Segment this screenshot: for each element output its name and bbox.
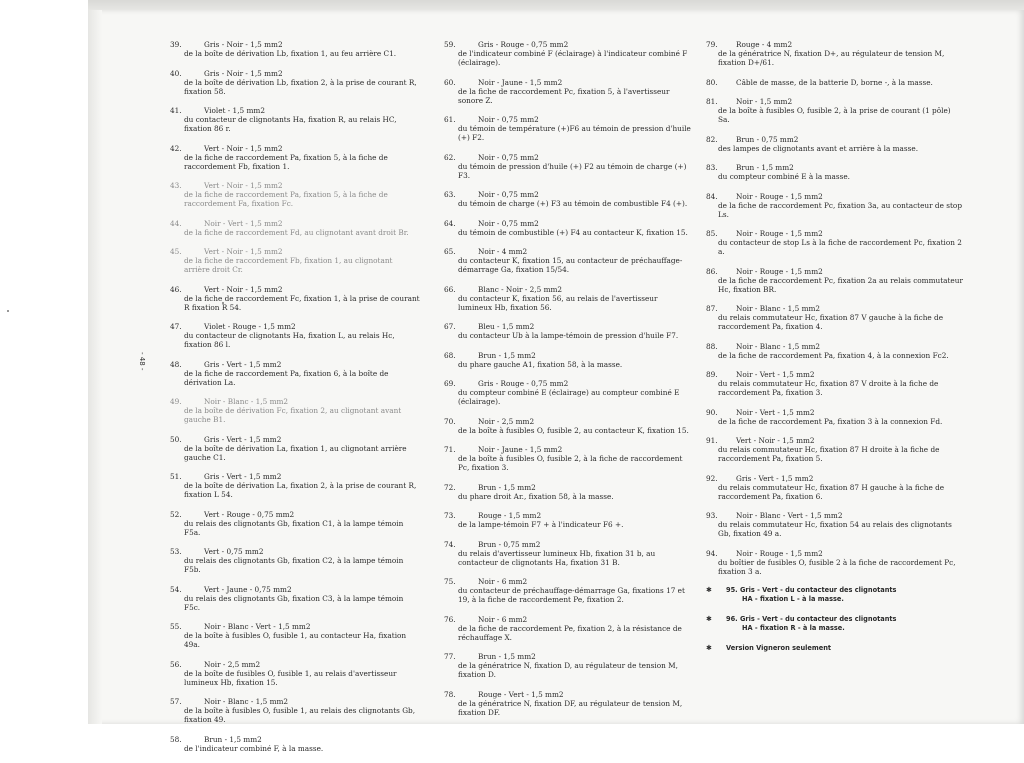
wiring-entry: [170, 219, 420, 237]
wire-spec: Noir - Blanc - 1,5 mm2: [736, 304, 821, 313]
wiring-entry: [444, 577, 692, 604]
wiring-entry: [170, 697, 420, 724]
wiring-entry: [170, 660, 420, 687]
entry-description: de la boîte à fusibles O, fusible 2, à la prise de courant (1 pôle) Sa.: [718, 106, 951, 124]
page-fold-shadow: [88, 10, 102, 724]
entry-number: 92.: [706, 473, 718, 483]
wiring-entry: [170, 435, 420, 462]
wire-spec: Rouge - 4 mm2: [736, 40, 793, 49]
wiring-entry: [706, 474, 964, 501]
footnote-text: Version Vigneron seulement: [726, 644, 832, 652]
entry-description: de la boîte à fusibles O, fusible 1, au contacteur Ha, fixation 49a.: [184, 631, 407, 649]
wiring-entry: [706, 229, 964, 256]
entry-number: 76.: [444, 614, 456, 624]
entry-description: de la fiche de raccordement Pa, fixation 3 à la connexion Fd.: [718, 416, 943, 426]
entry-number: 65.: [444, 247, 456, 256]
entry-description: du relais commutateur Hc, fixation 87 H droite à la fiche de raccordement Pa, fixation 5.: [718, 445, 940, 463]
wiring-entry: [706, 436, 964, 463]
entry-description: du contacteur de clignotants Ha, fixation L, au relais Hc, fixation 86 l.: [184, 331, 395, 349]
entry-description: de la fiche de raccordement Fd, au clignotant avant droit Br.: [184, 227, 409, 237]
wire-spec: Noir - 2,5 mm2: [478, 416, 535, 426]
footnotes: [706, 586, 964, 653]
asterisk-icon: ✱: [706, 615, 712, 623]
entry-description: du contacteur de clignotants Ha, fixation R, au relais HC, fixation 86 r.: [184, 115, 397, 133]
entry-number: 55.: [170, 622, 182, 631]
wire-spec: Brun - 1,5 mm2: [478, 350, 536, 360]
wire-spec: Noir - 0,75 mm2: [478, 152, 539, 162]
wiring-entry: [170, 472, 420, 499]
page-number: - 48 -: [138, 352, 146, 371]
entry-description: du témoin de température (+)F6 au témoin de pression d'huile (+) F2.: [458, 124, 691, 142]
entry-number: 72.: [444, 482, 456, 492]
wire-spec: Noir - Rouge - 1,5 mm2: [736, 266, 823, 276]
entry-description: du phare gauche A1, fixation 58, à la masse.: [458, 359, 623, 369]
entry-number: 43.: [170, 181, 182, 190]
wiring-entry: [706, 40, 964, 67]
wiring-entry: [170, 622, 420, 649]
entry-description: du boîtier de fusibles O, fusible 2 à la fiche de raccordement Pc, fixation 3 a.: [718, 557, 956, 576]
entry-description: du relais commutateur Hc, fixation 87 H gauche à la fiche de raccordement Pa, fixation 6.: [718, 482, 945, 501]
wiring-entry: [444, 351, 692, 369]
wiring-entry: [444, 417, 692, 435]
entry-number: 46.: [170, 284, 182, 294]
entry-number: 79.: [706, 40, 718, 49]
wire-spec: Gris - Vert - 1,5 mm2: [736, 473, 814, 483]
entry-description: du relais commutateur Hc, fixation 87 V droite à la fiche de raccordement Pa, fixation 3.: [718, 379, 939, 397]
entry-number: 84.: [706, 191, 718, 201]
entry-description: de la fiche de raccordement Pa, fixation 5, à la fiche de raccordement Fb, fixation 1.: [184, 152, 388, 171]
footnote: [706, 644, 964, 653]
entry-description: de l'indicateur combiné F (éclairage) à l'indicateur combiné F (éclairage).: [458, 49, 688, 67]
entry-number: 73.: [444, 511, 456, 520]
entry-number: 53.: [170, 547, 182, 556]
entry-number: 69.: [444, 379, 456, 388]
wiring-entry: [170, 285, 420, 312]
wiring-entry: [170, 547, 420, 574]
wiring-entry: [170, 181, 420, 208]
wire-spec: Noir - 4 mm2: [478, 247, 528, 256]
entry-number: 90.: [706, 407, 718, 417]
wiring-entry: [170, 247, 420, 274]
wire-spec: Rouge - Vert - 1,5 mm2: [478, 689, 564, 699]
wire-spec: Brun - 1,5 mm2: [736, 163, 794, 172]
wire-spec: Noir - Vert - 1,5 mm2: [736, 370, 815, 379]
asterisk-icon: ✱: [706, 586, 712, 594]
entry-description: de la génératrice N, fixation D+, au régulateur de tension M, fixation D+/61.: [718, 49, 945, 67]
entry-number: 66.: [444, 284, 456, 294]
wire-spec: Vert - Noir - 1,5 mm2: [204, 284, 283, 294]
wire-spec: Noir - Blanc - 1,5 mm2: [736, 341, 821, 351]
wiring-entry: [444, 322, 692, 340]
entry-number: 64.: [444, 218, 456, 228]
entry-number: 81.: [706, 97, 718, 106]
entry-description: de la boîte de dérivation La, fixation 1, au clignotant arrière gauche C1.: [184, 443, 407, 462]
entry-description: du témoin de charge (+) F3 au témoin de combustible F4 (+).: [458, 199, 688, 208]
footnote-text: 96. Gris - Vert - du contacteur des clignotants: [726, 615, 897, 623]
wire-spec: Gris - Vert - 1,5 mm2: [204, 472, 282, 481]
entry-number: 57.: [170, 697, 182, 706]
column-middle: [444, 40, 692, 727]
wiring-entry: [170, 322, 420, 349]
entry-number: 83.: [706, 163, 718, 172]
wire-spec: Violet - Rouge - 1,5 mm2: [204, 322, 296, 331]
entry-description: du compteur combiné E (éclairage) au compteur combiné E (éclairage).: [458, 388, 680, 406]
entry-description: de la lampe-témoin F7 + à l'indicateur F6 +.: [458, 520, 624, 529]
entry-description: du relais des clignotants Gb, fixation C3, à la lampe témoin F5c.: [184, 593, 404, 612]
entry-number: 42.: [170, 143, 182, 153]
wire-spec: Noir - Jaune - 1,5 mm2: [478, 77, 563, 87]
wiring-entry: [170, 40, 420, 58]
entry-description: de la fiche de raccordement Fc, fixation 1, à la prise de courant R fixation R 54.: [184, 293, 420, 312]
wire-spec: Gris - Noir - 1,5 mm2: [204, 40, 283, 49]
entry-number: 70.: [444, 416, 456, 426]
entry-number: 67.: [444, 322, 456, 331]
entry-description: du relais des clignotants Gb, fixation C2, à la lampe témoin F5b.: [184, 556, 404, 574]
wiring-entry: [706, 192, 964, 219]
entry-description: de la boîte à fusibles O, fusible 2, à la fiche de raccordement Pc, fixation 3.: [458, 454, 683, 472]
wire-spec: Noir - Blanc - 1,5 mm2: [204, 697, 289, 706]
wiring-entry: [444, 652, 692, 679]
footnote: [706, 586, 964, 603]
entry-description: du relais commutateur Hc, fixation 87 V gauche à la fiche de raccordement Pa, fixation 4.: [718, 313, 944, 331]
wiring-entry: [444, 540, 692, 567]
entry-description: du relais des clignotants Gb, fixation C1, à la lampe témoin F5a.: [184, 518, 404, 537]
wiring-entry: [444, 115, 692, 142]
entry-description: du contacteur K, fixation 56, au relais de l'avertisseur lumineux Hb, fixation 56.: [458, 293, 658, 312]
wire-spec: Noir - Blanc - Vert - 1,5 mm2: [204, 622, 311, 631]
wire-spec: Noir - Vert - 1,5 mm2: [204, 218, 283, 228]
wire-spec: Vert - Noir - 1,5 mm2: [204, 247, 283, 256]
wire-spec: Brun - 1,5 mm2: [478, 482, 536, 492]
wiring-entry: [706, 304, 964, 331]
entry-description: de la boîte de dérivation La, fixation 2, à la prise de courant R, fixation L 54.: [184, 481, 417, 499]
entry-description: du compteur combiné E à la masse.: [718, 172, 850, 181]
wiring-entry: [706, 370, 964, 397]
wire-spec: Noir - Rouge - 1,5 mm2: [736, 548, 823, 558]
entry-description: de la génératrice N, fixation DF, au régulateur de tension M, fixation DF.: [458, 698, 683, 717]
wire-spec: Brun - 1,5 mm2: [204, 734, 262, 744]
wire-spec: Noir - Jaune - 1,5 mm2: [478, 445, 563, 454]
wiring-entry: [444, 615, 692, 642]
footnote: [706, 615, 964, 632]
entry-description: du témoin de combustible (+) F4 au contacteur K, fixation 15.: [458, 227, 688, 237]
entry-description: du phare droit Ar., fixation 58, à la masse.: [458, 491, 614, 501]
entry-number: 39.: [170, 40, 182, 49]
entry-description: de la fiche de raccordement Pc, fixation 5, à l'avertisseur sonore Z.: [458, 86, 670, 105]
wiring-entry: [170, 144, 420, 171]
entry-number: 60.: [444, 77, 456, 87]
entry-description: du contacteur de préchauffage-démarrage Ga, fixations 17 et 19, à la fiche de raccordement Pe, fixation 2.: [458, 586, 685, 604]
wire-spec: Noir - Blanc - Vert - 1,5 mm2: [736, 511, 843, 520]
wiring-entry: [444, 690, 692, 717]
wiring-entry: [444, 219, 692, 237]
wire-spec: Vert - 0,75 mm2: [204, 547, 264, 556]
wire-spec: Rouge - 1,5 mm2: [478, 511, 542, 520]
wire-spec: Noir - 2,5 mm2: [204, 659, 261, 669]
entry-number: 54.: [170, 584, 182, 594]
entry-description: Câble de masse, de la batterie D, borne -, à la masse.: [736, 77, 933, 87]
entry-number: 77.: [444, 652, 456, 661]
entry-number: 94.: [706, 548, 718, 558]
entry-number: 74.: [444, 539, 456, 549]
wiring-entry: [444, 285, 692, 312]
entry-number: 41.: [170, 106, 182, 115]
wiring-entry: [444, 78, 692, 105]
entry-description: de la fiche de raccordement Pa, fixation 6, à la boîte de dérivation La.: [184, 368, 389, 387]
entry-number: 48.: [170, 359, 182, 369]
entry-number: 50.: [170, 434, 182, 444]
entry-description: de la fiche de raccordement Pc, fixation 2a au relais commutateur Hc, fixation BR.: [718, 275, 963, 294]
wire-spec: Vert - Rouge - 0,75 mm2: [204, 509, 295, 519]
wire-spec: Vert - Noir - 1,5 mm2: [736, 436, 815, 445]
wiring-entry: [170, 735, 420, 753]
entry-number: 85.: [706, 229, 718, 238]
entry-number: 56.: [170, 659, 182, 669]
wiring-entry: [444, 190, 692, 208]
wiring-entry: [706, 267, 964, 294]
entry-description: des lampes de clignotants avant et arrière à la masse.: [718, 143, 919, 153]
wire-spec: Noir - Rouge - 1,5 mm2: [736, 229, 823, 238]
entry-number: 87.: [706, 304, 718, 313]
wire-spec: Noir - 0,75 mm2: [478, 115, 539, 124]
asterisk-icon: ✱: [706, 644, 712, 652]
entry-number: 93.: [706, 511, 718, 520]
wiring-entry: [706, 135, 964, 153]
wire-spec: Brun - 0,75 mm2: [736, 134, 799, 144]
wire-spec: Vert - Jaune - 0,75 mm2: [204, 584, 292, 594]
entry-description: de la boîte de dérivation Lb, fixation 1, au feu arrière C1.: [184, 49, 397, 58]
entry-number: 58.: [170, 734, 182, 744]
entry-description: de la génératrice N, fixation D, au régulateur de tension M, fixation D.: [458, 661, 678, 679]
wire-spec: Gris - Vert - 1,5 mm2: [204, 434, 282, 444]
entry-description: du témoin de pression d'huile (+) F2 au témoin de charge (+) F3.: [458, 161, 687, 180]
entry-description: du contacteur K, fixation 15, au contacteur de préchauffage-démarrage Ga, fixation 15/54.: [458, 256, 683, 274]
entry-description: du contacteur Ub à la lampe-témoin de pression d'huile F7.: [458, 331, 679, 340]
wiring-entry: [170, 397, 420, 424]
wiring-entry: [170, 510, 420, 537]
entry-description: de l'indicateur combiné F, à la masse.: [184, 743, 324, 753]
entry-description: de la fiche de raccordement Pe, fixation 2, à la résistance de réchauffage X.: [458, 623, 682, 642]
entry-number: 89.: [706, 370, 718, 379]
wiring-entry: [170, 360, 420, 387]
wire-spec: Noir - Blanc - 1,5 mm2: [204, 397, 289, 406]
entry-description: de la boîte à fusibles O, fusible 1, au relais des clignotants Gb, fixation 49.: [184, 706, 416, 724]
entry-number: 82.: [706, 134, 718, 144]
entry-number: 62.: [444, 152, 456, 162]
wire-spec: Violet - 1,5 mm2: [204, 106, 265, 115]
entry-description: de la boîte de dérivation Fc, fixation 2, au clignotant avant gauche B1.: [184, 406, 402, 424]
entry-description: de la fiche de raccordement Pc, fixation 3a, au contacteur de stop Ls.: [718, 200, 962, 219]
wiring-entry: [444, 247, 692, 274]
wiring-entry: [444, 153, 692, 180]
scan-speck: [7, 310, 9, 312]
entry-number: 47.: [170, 322, 182, 331]
wiring-entry: [170, 69, 420, 96]
wire-spec: Blanc - Noir - 2,5 mm2: [478, 284, 563, 294]
entry-description: du contacteur de stop Ls à la fiche de raccordement Pc, fixation 2 a.: [718, 238, 962, 256]
entry-number: 44.: [170, 218, 182, 228]
entry-number: 61.: [444, 115, 456, 124]
entry-number: 80.: [706, 77, 718, 87]
entry-number: 75.: [444, 577, 456, 586]
wire-spec: Brun - 0,75 mm2: [478, 539, 541, 549]
entry-number: 78.: [444, 689, 456, 699]
entry-number: 45.: [170, 247, 182, 256]
wire-spec: Noir - 0,75 mm2: [478, 218, 539, 228]
wire-spec: Noir - 6 mm2: [478, 577, 528, 586]
wiring-entry: [444, 511, 692, 529]
wire-spec: Bleu - 1,5 mm2: [478, 322, 535, 331]
wire-spec: Vert - Noir - 1,5 mm2: [204, 143, 283, 153]
entry-description: de la boîte à fusibles O, fusible 2, au contacteur K, fixation 15.: [458, 425, 689, 435]
wire-spec: Noir - 0,75 mm2: [478, 190, 539, 199]
entry-number: 86.: [706, 266, 718, 276]
wire-spec: Noir - Rouge - 1,5 mm2: [736, 191, 823, 201]
footnote-text-continued: HA - fixation L - à la masse.: [742, 594, 844, 603]
wiring-entry: [706, 549, 964, 576]
wiring-entry: [706, 97, 964, 124]
entry-number: 68.: [444, 350, 456, 360]
wiring-entry: [444, 483, 692, 501]
wire-spec: Vert - Noir - 1,5 mm2: [204, 181, 283, 190]
entry-description: de la fiche de raccordement Pa, fixation 4, à la connexion Fc2.: [718, 350, 949, 360]
footnote-text-continued: HA - fixation R - à la masse.: [742, 623, 845, 632]
entry-number: 91.: [706, 436, 718, 445]
entry-description: du relais commutateur Hc, fixation 54 au relais des clignotants Gb, fixation 49 a.: [718, 520, 952, 538]
wire-spec: Gris - Rouge - 0,75 mm2: [478, 379, 569, 388]
column-left: [170, 40, 420, 763]
wiring-entry: [444, 445, 692, 472]
wire-spec: Brun - 1,5 mm2: [478, 652, 536, 661]
entry-number: 49.: [170, 397, 182, 406]
entry-description: de la boîte de fusibles O, fusible 1, au relais d'avertisseur lumineux Hb, fixation 15.: [184, 668, 397, 687]
wiring-entry: [444, 379, 692, 406]
entry-description: de la boîte de dérivation Lb, fixation 2, à la prise de courant R, fixation 58.: [184, 77, 417, 96]
entry-description: de la fiche de raccordement Pa, fixation 5, à la fiche de raccordement Fa, fixation Fc.: [184, 190, 388, 208]
wiring-entry: [706, 408, 964, 426]
wire-spec: Noir - 6 mm2: [478, 614, 528, 624]
wire-spec: Gris - Noir - 1,5 mm2: [204, 68, 283, 78]
entry-description: de la fiche de raccordement Fb, fixation 1, au clignotant arrière droit Cr.: [184, 256, 393, 274]
entry-number: 63.: [444, 190, 456, 199]
wiring-entry: [706, 78, 964, 87]
wire-spec: Noir - 1,5 mm2: [736, 97, 793, 106]
entry-number: 71.: [444, 445, 456, 454]
wiring-entry: [170, 106, 420, 133]
entry-number: 52.: [170, 509, 182, 519]
wiring-entry: [170, 585, 420, 612]
entry-number: 59.: [444, 40, 456, 49]
footnote-text: 95. Gris - Vert - du contacteur des clignotants: [726, 586, 897, 594]
wiring-entry: [706, 511, 964, 538]
wire-spec: Gris - Vert - 1,5 mm2: [204, 359, 282, 369]
column-right: [706, 40, 964, 665]
entry-number: 40.: [170, 68, 182, 78]
wire-spec: Noir - Vert - 1,5 mm2: [736, 407, 815, 417]
entry-number: 88.: [706, 341, 718, 351]
wiring-entry: [706, 342, 964, 360]
wiring-entry: [706, 163, 964, 181]
wire-spec: Gris - Rouge - 0,75 mm2: [478, 40, 569, 49]
entry-description: du relais d'avertisseur lumineux Hb, fixation 31 b, au contacteur de clignotants Ha, fixation 31 B.: [458, 548, 656, 567]
wiring-entry: [444, 40, 692, 67]
entry-number: 51.: [170, 472, 182, 481]
